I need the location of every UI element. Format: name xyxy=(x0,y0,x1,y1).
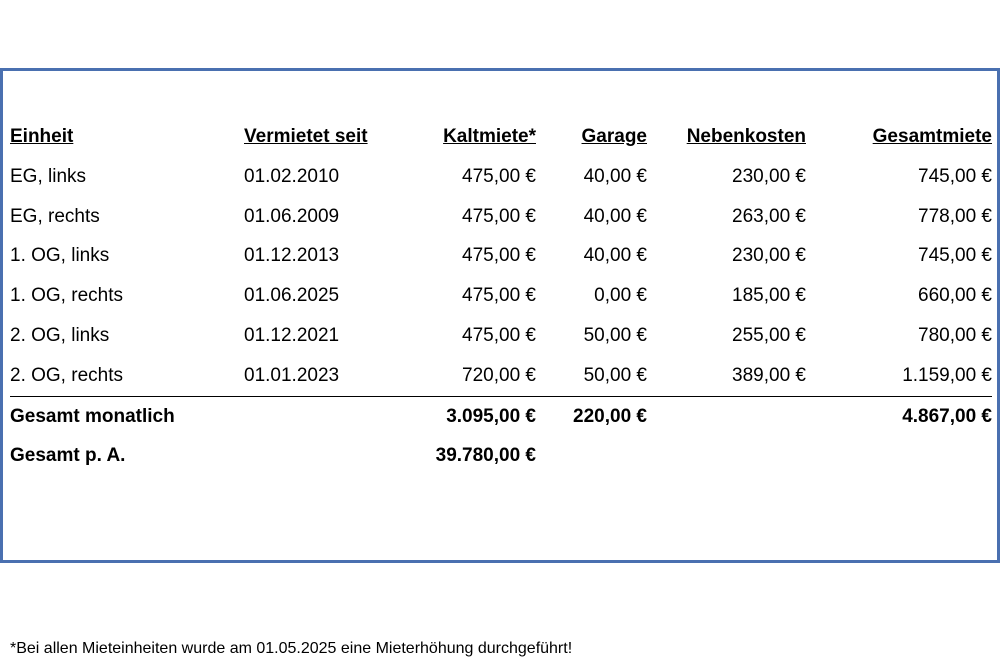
table-row xyxy=(10,356,992,396)
cell-nebenkosten: 230,00 € xyxy=(732,165,806,187)
table-row xyxy=(10,197,992,237)
cell-gesamtmiete: 745,00 € xyxy=(918,245,992,267)
cell-garage: 40,00 € xyxy=(583,205,647,227)
header-einheit: Einheit xyxy=(10,126,74,147)
header-kaltmiete: Kaltmiete* xyxy=(443,126,536,147)
cell-nebenkosten: 263,00 € xyxy=(732,205,806,227)
cell-gesamtmiete: 660,00 € xyxy=(918,285,992,307)
empty-cell xyxy=(806,436,992,476)
cell-garage: 40,00 € xyxy=(583,165,647,187)
cell-vermietet-seit: 01.12.2013 xyxy=(244,245,340,267)
empty-cell xyxy=(536,436,647,476)
cell-einheit: EG, links xyxy=(10,165,87,187)
table-row xyxy=(10,316,992,356)
table-row xyxy=(10,157,992,197)
cell-gesamtmiete: 1.159,00 € xyxy=(902,364,992,386)
total-monthly-row xyxy=(10,396,992,436)
cell-kaltmiete: 720,00 € xyxy=(462,364,536,386)
cell-nebenkosten: 389,00 € xyxy=(732,364,806,386)
cell-nebenkosten: 185,00 € xyxy=(732,285,806,307)
cell-einheit: EG, rechts xyxy=(10,205,100,227)
cell-vermietet-seit: 01.01.2023 xyxy=(244,364,340,386)
cell-gesamtmiete: 780,00 € xyxy=(918,324,992,346)
footnote: *Bei allen Mieteinheiten wurde am 01.05.2025 eine Mieterhöhung durchgeführt! xyxy=(10,640,573,657)
table-row xyxy=(10,236,992,276)
table-row xyxy=(10,276,992,316)
cell-vermietet-seit: 01.06.2009 xyxy=(244,205,340,227)
total-yearly-label: Gesamt p. A. xyxy=(10,445,126,467)
cell-einheit: 2. OG, links xyxy=(10,324,110,346)
total-yearly-kaltmiete: 39.780,00 € xyxy=(435,445,536,467)
cell-kaltmiete: 475,00 € xyxy=(462,285,536,307)
rent-table xyxy=(10,117,992,476)
cell-vermietet-seit: 01.06.2025 xyxy=(244,285,340,307)
cell-nebenkosten: 255,00 € xyxy=(732,324,806,346)
cell-nebenkosten: 230,00 € xyxy=(732,245,806,267)
cell-kaltmiete: 475,00 € xyxy=(462,245,536,267)
cell-vermietet-seit: 01.12.2021 xyxy=(244,324,340,346)
cell-vermietet-seit: 01.02.2010 xyxy=(244,165,340,187)
header-garage: Garage xyxy=(581,126,647,147)
empty-cell xyxy=(647,436,806,476)
total-yearly-row xyxy=(10,436,992,476)
cell-einheit: 1. OG, links xyxy=(10,245,110,267)
table-header-row xyxy=(10,117,992,157)
header-vermietet-seit: Vermietet seit xyxy=(244,126,368,147)
cell-garage: 0,00 € xyxy=(594,285,647,307)
cell-gesamtmiete: 778,00 € xyxy=(918,205,992,227)
total-monthly-gesamtmiete: 4.867,00 € xyxy=(806,396,992,436)
cell-einheit: 1. OG, rechts xyxy=(10,285,123,307)
header-gesamtmiete: Gesamtmiete xyxy=(872,126,992,147)
total-monthly-nebenkosten xyxy=(647,396,806,436)
cell-kaltmiete: 475,00 € xyxy=(462,205,536,227)
total-monthly-garage: 220,00 € xyxy=(536,396,647,436)
total-monthly-label: Gesamt monatlich xyxy=(10,396,394,436)
cell-kaltmiete: 475,00 € xyxy=(462,324,536,346)
header-nebenkosten: Nebenkosten xyxy=(686,126,806,147)
cell-gesamtmiete: 745,00 € xyxy=(918,165,992,187)
cell-einheit: 2. OG, rechts xyxy=(10,364,123,386)
cell-garage: 40,00 € xyxy=(583,245,647,267)
total-monthly-kaltmiete: 3.095,00 € xyxy=(394,396,536,436)
cell-kaltmiete: 475,00 € xyxy=(462,165,536,187)
cell-garage: 50,00 € xyxy=(583,324,647,346)
cell-garage: 50,00 € xyxy=(583,364,647,386)
